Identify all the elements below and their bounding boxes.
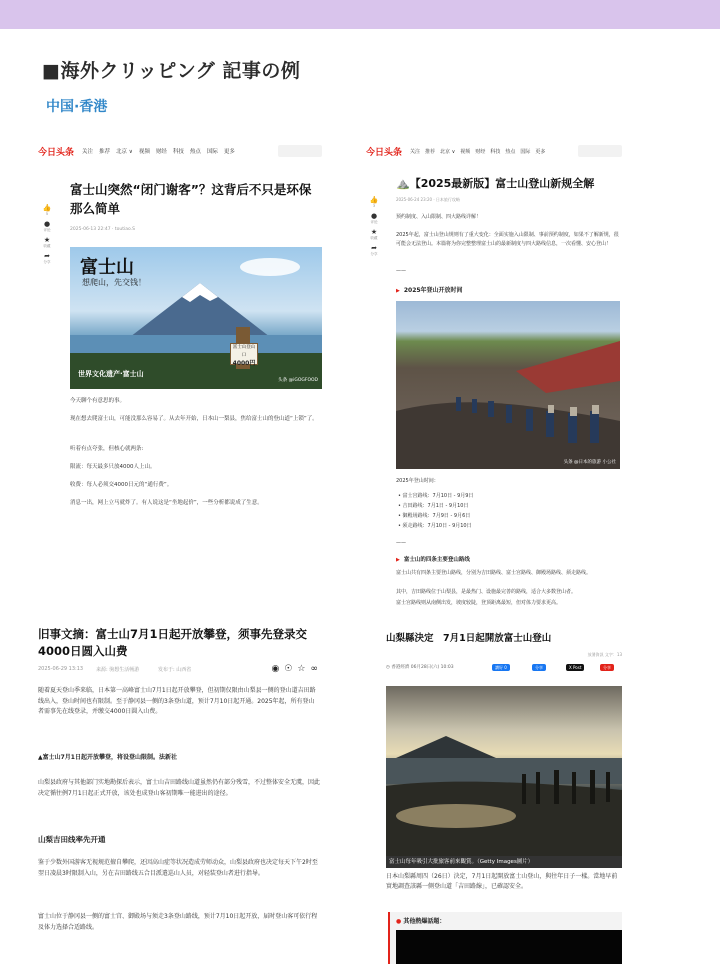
list-item: • 御殿场路线：7月9日 - 9月6日	[398, 511, 473, 521]
sunset-lake-image	[386, 686, 622, 856]
article-paragraph: 消息一出，网上立马就炸了。有人说这是“坐地起价”，一些分析都说成了生意。	[70, 500, 263, 506]
related-thumbnail[interactable]	[396, 930, 622, 964]
divider: ——	[396, 540, 406, 546]
nav-item[interactable]: 热点	[189, 149, 201, 155]
share-button[interactable]: 分享	[532, 664, 546, 671]
comment-icon[interactable]: ●	[370, 212, 378, 220]
favorite-label: 收藏	[43, 244, 51, 248]
nav-item[interactable]: 国际	[520, 148, 531, 155]
section-heading	[396, 555, 470, 563]
comment-icon[interactable]: ●	[43, 220, 51, 228]
x-post-button[interactable]: X Post	[566, 664, 584, 671]
share-label: 分享	[370, 252, 378, 256]
article-source	[386, 664, 454, 670]
like-icon[interactable]: 👍	[369, 196, 379, 204]
comment-label: 评论	[370, 220, 378, 224]
section-heading-text: 富士山的四条主要登山路线	[403, 557, 470, 563]
nav-item[interactable]: 关注	[82, 149, 94, 155]
image-subtitle: 想爬山，先交钱！	[82, 278, 146, 287]
toutiao-logo[interactable]: 今日头条	[366, 147, 403, 158]
article-panel-2	[366, 143, 622, 615]
image-caption: ▲富士山7月1日起开放攀登，将设登山限制。法新社	[38, 754, 177, 761]
star-icon[interactable]: ★	[370, 228, 378, 236]
article-intro: 2025年起，富士山登山规则有了重大变化：全面实施入山限制、事前预约制度，如果不了解新规，很可能会无法登山。本篇将为你完整整理富士山的最新制度与四大路线信息，一次看懂、安心登山！	[396, 232, 619, 247]
section-heading	[396, 285, 463, 294]
nav-item[interactable]: 推荐	[425, 148, 436, 155]
article-paragraph: 收费：每人必须交4000日元的“通行费”。	[70, 482, 173, 488]
nav-item[interactable]: 视频	[138, 149, 150, 155]
image-caption: 富士山每年吸引大批旅客前來觀賞。（Getty Images圖片）	[386, 856, 622, 868]
search-input[interactable]	[278, 145, 322, 157]
article-source: 来源: 驹想生活畅游	[96, 667, 140, 673]
article-title: 富士山突然“闭门谢客”？这背后不只是环保那么简单	[70, 182, 312, 216]
image-title: 富士山	[80, 257, 134, 278]
article-paragraph: 随着夏天登山季来临，日本第一高峰富士山7月1日起开放攀登，但初期仅限由山梨县一侧的登山道吉田路线出入，登山时间也有限制。至于静冈县一侧的3条登山道，预计7月10日起开通。2025年起，所有登山者需事先在线登录，并缴交4000日圆入山费。	[38, 687, 316, 715]
article-title: 旧事文摘：富士山7月1日起开放攀登，须事先登录交4000日圆入山费	[38, 627, 308, 658]
article-paragraph: 今天聊个有意思的事。	[70, 398, 126, 404]
share-button[interactable]: 分享	[600, 664, 614, 671]
section-heading-text: 2025年登山开放时间	[403, 287, 463, 294]
nav-item[interactable]: 科技	[490, 148, 501, 155]
like-button[interactable]: 讚好 0	[492, 664, 510, 671]
route-schedule-list	[398, 491, 473, 531]
nav-item[interactable]: 热点	[505, 148, 516, 155]
clock-icon: ◷	[386, 665, 392, 670]
source-text: 香港經濟 06月28日(六) 10:03	[391, 665, 454, 670]
article-paragraph: 富士山共有四条主要登山路线，分别为吉田路线、富士宫路线、御殿场路线、须走路线。	[396, 570, 592, 576]
nav-item[interactable]: 财经	[155, 149, 167, 155]
article-paragraph: 富士山位于静冈县一侧的富士宫、御殿场与须走3条登山路线，预计7月10日起开放，届时登山客可依行程及体力选择合适路线。	[38, 913, 318, 931]
article-paragraph: 鉴于少数外国游客无视规范擅自攀爬，还因高山症等状况造成劳师动众，山梨县政府也决定每天下午2时至翌日凌晨3时限制入山，另在吉田路线五合目派遣巡山人员，对轻装登山者进行指导。	[38, 859, 318, 877]
price-sign	[230, 343, 258, 365]
list-item: • 须走路线：7月10日 - 9月10日	[398, 521, 473, 531]
lake-illustration	[386, 686, 622, 856]
article-title: 山梨縣決定 7月1日起開放富士山登山	[386, 633, 552, 644]
nav-item[interactable]: 北京 ∨	[116, 149, 133, 155]
toutiao-logo[interactable]: 今日头条	[38, 147, 75, 158]
article-paragraph: 限流：每天最多只放4000人上山。	[70, 464, 156, 470]
like-icon[interactable]: 👍	[42, 204, 52, 212]
nav-item[interactable]: 财经	[475, 148, 486, 155]
article-paragraph: 现在想去爬富士山，可能没那么容易了。从去年开始，日本山一梨县，焦给富士山的登山道“上锁”了。	[70, 416, 318, 422]
nav-item[interactable]: 关注	[410, 148, 421, 155]
side-action-bar	[40, 205, 54, 264]
like-count: 3	[372, 204, 376, 208]
related-topics-box	[388, 912, 622, 964]
article-paragraph: 富士宫路线则从南侧出发，坡度较陡，登顶距离最短，但对体力要求更高。	[396, 600, 562, 606]
list-item: • 富士宫路线：7月10日 - 9月9日	[398, 491, 473, 501]
article-paragraph: 日本山梨縣周四（26日）決定，7月1日起開放富士山登山，與往年日子一樣。當地早前實地調查該縣一側登山道「吉田路線」，已確認安全。	[386, 873, 618, 890]
article-meta: 2025-06-24 23:20 · 日本旅行攻略	[396, 197, 460, 202]
schedule-title: 2025年登山时间：	[396, 478, 439, 484]
price-sign-line2: 4000円	[232, 360, 256, 367]
nav-item[interactable]: 科技	[172, 149, 184, 155]
article-panel-1	[38, 143, 322, 511]
article-panel-4	[386, 630, 624, 964]
like-count: 5	[45, 212, 49, 216]
article-meta: 2025-06-13 22:47 · toutiao.S	[70, 227, 135, 232]
nav-item[interactable]: 更多	[535, 148, 546, 155]
article-paragraph: 山梨县政府与其他部门实地勘探后表示，富士山吉田路线山道虽然仍有部分残雪，不过整体安全无虞，因此决定循往例7月1日起正式开放，该处也成登山客初期唯一能进出的途径。	[38, 779, 321, 797]
comment-label: 评论	[43, 228, 51, 232]
article-date: 2025-06-29 13:13	[38, 666, 84, 672]
article-panel-3	[38, 624, 324, 942]
climbers-image	[396, 301, 620, 469]
article-hero-image	[70, 247, 322, 389]
region-label: 中国·香港	[46, 99, 108, 115]
wechat-icon[interactable]: ◉	[271, 664, 280, 674]
share-label: 分享	[43, 260, 51, 264]
image-credit: 头条 @日本的旅游 小公社	[563, 460, 616, 465]
nav-item[interactable]: 北京 ∨	[440, 148, 456, 155]
toutiao-nav	[410, 148, 545, 155]
weibo-icon[interactable]: ☉	[284, 664, 293, 674]
article-title: ⛰️【2025最新版】富士山登山新规全解	[396, 177, 595, 190]
price-sign-line1: 富士山登山口	[232, 345, 256, 358]
section-heading: 山梨吉田线率先开通	[38, 835, 106, 844]
toutiao-header	[38, 143, 322, 159]
triangle-bullet-icon: ▶	[396, 557, 400, 563]
page-title: ■海外クリッピング 記事の例	[42, 60, 301, 82]
related-header	[396, 916, 445, 925]
share-icon[interactable]: ➦	[44, 252, 50, 260]
share-icon[interactable]: ➦	[371, 244, 377, 252]
article-intro: 预约制度、入山限制、四大路线详解！	[396, 214, 482, 220]
search-input[interactable]	[578, 145, 622, 157]
divider: ——	[396, 268, 406, 274]
side-action-bar	[367, 197, 381, 256]
triangle-bullet-icon: ▶	[396, 288, 400, 294]
article-meta-right: 放暑資訊 文字：13	[587, 652, 622, 657]
nav-item[interactable]: 视频	[460, 148, 471, 155]
toutiao-nav	[82, 147, 235, 155]
favorite-label: 收藏	[370, 236, 378, 240]
list-item: • 吉田路线：7月1日 - 9月10日	[398, 501, 473, 511]
article-paragraph: 听着有点夸张，但核心就两条:	[70, 446, 144, 452]
article-author: 发布于: 山西省	[158, 667, 192, 673]
link-icon[interactable]: ∞	[310, 664, 318, 674]
nav-item[interactable]: 国际	[206, 149, 218, 155]
article-paragraph: 其中，吉田路线位于山梨县，是最热门、设施最完善的路线，适合大多数登山者。	[396, 589, 577, 595]
image-credit: 头条 @iGOGFOOD	[278, 378, 318, 383]
nav-item[interactable]: 推荐	[99, 149, 111, 155]
star-icon[interactable]: ☆	[297, 664, 306, 674]
share-toolbar	[271, 664, 318, 674]
top-band	[0, 0, 720, 29]
fire-icon: ●	[396, 918, 404, 925]
nav-item[interactable]: 更多	[223, 149, 235, 155]
image-caption: 世界文化遗产·富士山	[78, 370, 144, 378]
toutiao-header	[366, 143, 622, 159]
related-title: 其他熱爆話題：	[403, 918, 446, 925]
trail-illustration	[396, 301, 620, 469]
star-icon[interactable]: ★	[43, 236, 51, 244]
